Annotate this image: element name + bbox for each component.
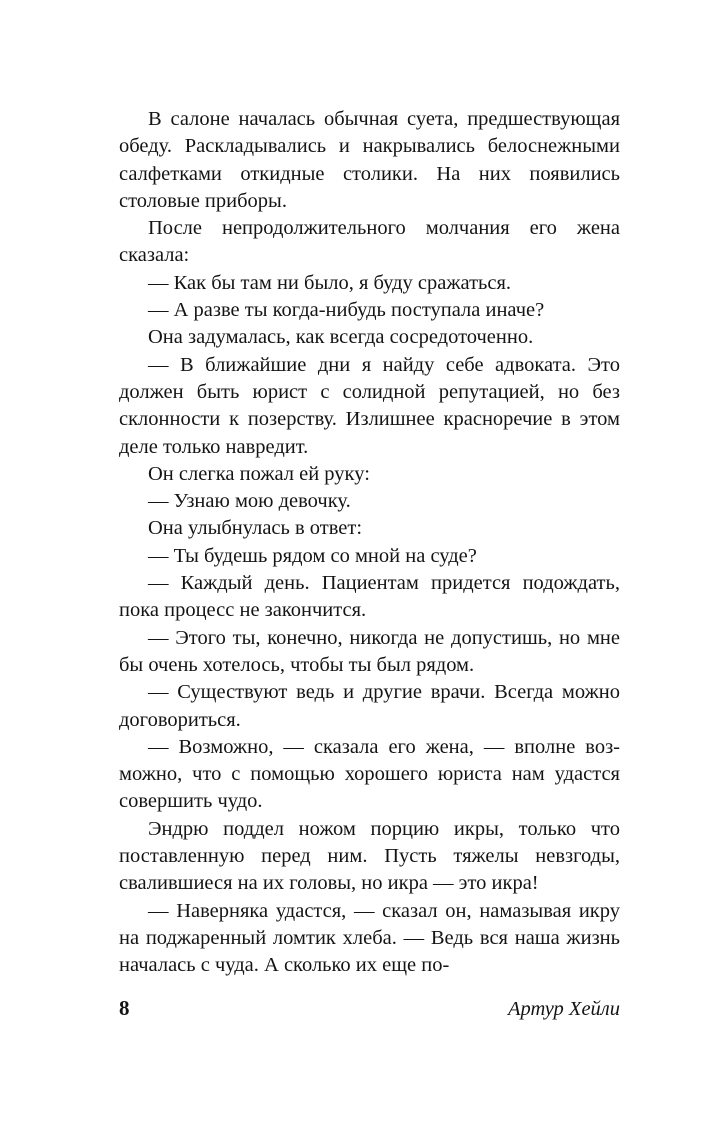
paragraph-13: — Существуют ведь и другие врачи. Всегда можно договориться.	[119, 681, 620, 731]
paragraph-2: После непродолжительного молчания его жена сказала:	[119, 217, 620, 267]
page-footer	[119, 996, 620, 1021]
paragraph-14: — Возможно, — сказала его жена, — вполне возможно, что с помощью хорошего юриста нам удастся совершить чудо.	[119, 735, 620, 813]
page-number: 8	[119, 996, 130, 1020]
paragraph-7: Он слегка пожал ей руку:	[148, 462, 370, 485]
paragraph-16: — Наверняка удастся, — сказал он, намазывая икру на поджаренный ломтик хлеба. — Ведь вся наша жизнь началась с чуда. А сколько их еще по-	[119, 899, 620, 977]
paragraph-1: В салоне началась обычная суета, предшествующая обеду. Раскладывались и накрывались белоснежными салфетками откидные столики. На них появились столовые приборы.	[119, 108, 620, 212]
paragraph-3: — Как бы там ни было, я буду сражаться.	[148, 271, 512, 294]
paragraph-5: Она задумалась, как всегда сосредоточенно.	[148, 326, 534, 349]
paragraph-6: — В ближайшие дни я найду себе адвоката. Это должен быть юрист с солидной репутацией, но без склонности к позерству. Излишнее красноречие в этом деле только навредит.	[119, 353, 620, 458]
running-footer-author: Артур Хейли	[507, 998, 620, 1020]
paragraph-10: — Ты будешь рядом со мной на суде?	[148, 544, 477, 567]
paragraph-4: — А разве ты когда-нибудь поступала иначе?	[148, 299, 545, 322]
paragraph-8: — Узнаю мою девочку.	[148, 490, 351, 513]
paragraph-15: Эндрю поддел ножом порцию икры, только что поставленную перед ним. Пусть тяжелы невзгоды, свалившиеся на их головы, но икра — это икра!	[119, 817, 620, 895]
body-text	[119, 106, 620, 980]
paragraph-12: — Этого ты, конечно, никогда не допустишь, но мне бы очень хотелось, чтобы ты был рядом.	[119, 626, 620, 676]
paragraph-11: — Каждый день. Пациентам придется подождать, пока процесс не закончится.	[119, 572, 620, 622]
paragraph-9: Она улыбнулась в ответ:	[148, 517, 363, 540]
